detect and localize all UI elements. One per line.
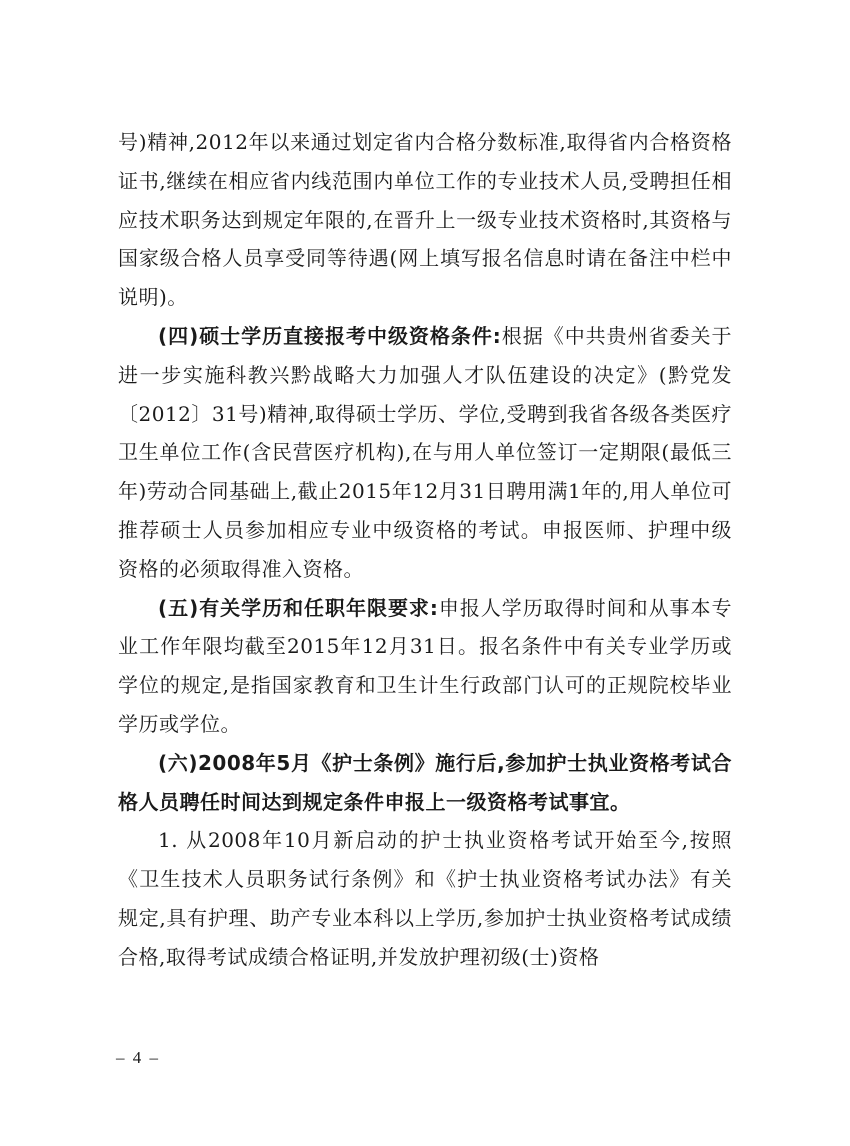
paragraph-2-heading: (四)硕士学历直接报考中级资格条件: bbox=[158, 323, 502, 348]
paragraph-5-text: 1. 从2008年10月新启动的护士执业资格考试开始至今,按照《卫生技术人员职务试行条例》和《护士执业资格考试办法》有关规定,具有护理、助产专业本科以上学历,参加护士执业资格考试成绩合格,取得考试成绩合格证明,并发放护理初级(士)资格 bbox=[118, 828, 732, 969]
paragraph-3-heading: (五)有关学历和任职年限要求: bbox=[158, 595, 439, 620]
paragraph-3 bbox=[118, 589, 732, 744]
paragraph-2-text: 根据《中共贵州省委关于进一步实施科教兴黔战略大力加强人才队伍建设的决定》(黔党发〔2012〕31号)精神,取得硕士学历、学位,受聘到我省各级各类医疗卫生单位工作(含民营医疗机构),在与用人单位签订一定期限(最低三年)劳动合同基础上,截止2015年12月31日聘用满1年的,用人单位可推荐硕士人员参加相应专业中级资格的考试。申报医师、护理中级资格的必须取得准入资格。 bbox=[118, 323, 733, 581]
paragraph-4 bbox=[118, 744, 732, 822]
paragraph-3-text: 申报人学历取得时间和从事本专业工作年限均截至2015年12月31日。报名条件中有关专业学历或学位的规定,是指国家教育和卫生计生行政部门认可的正规院校毕业学历或学位。 bbox=[118, 595, 732, 736]
paragraph-5 bbox=[118, 821, 732, 976]
body-text bbox=[118, 123, 732, 977]
paragraph-2 bbox=[118, 317, 732, 589]
paragraph-1 bbox=[118, 123, 732, 317]
paragraph-4-heading: (六)2008年5月《护士条例》施行后,参加护士执业资格考试合格人员聘任时间达到规定条件申报上一级资格考试事宜。 bbox=[118, 750, 732, 814]
page-number: – 4 – bbox=[116, 1048, 160, 1067]
paragraph-1-text: 号)精神,2012年以来通过划定省内合格分数标准,取得省内合格资格证书,继续在相应省内线范围内单位工作的专业技术人员,受聘担任相应技术职务达到规定年限的,在晋升上一级专业技术资格时,其资格与国家级合格人员享受同等待遇(网上填写报名信息时请在备注中栏中说明)。 bbox=[118, 130, 732, 310]
